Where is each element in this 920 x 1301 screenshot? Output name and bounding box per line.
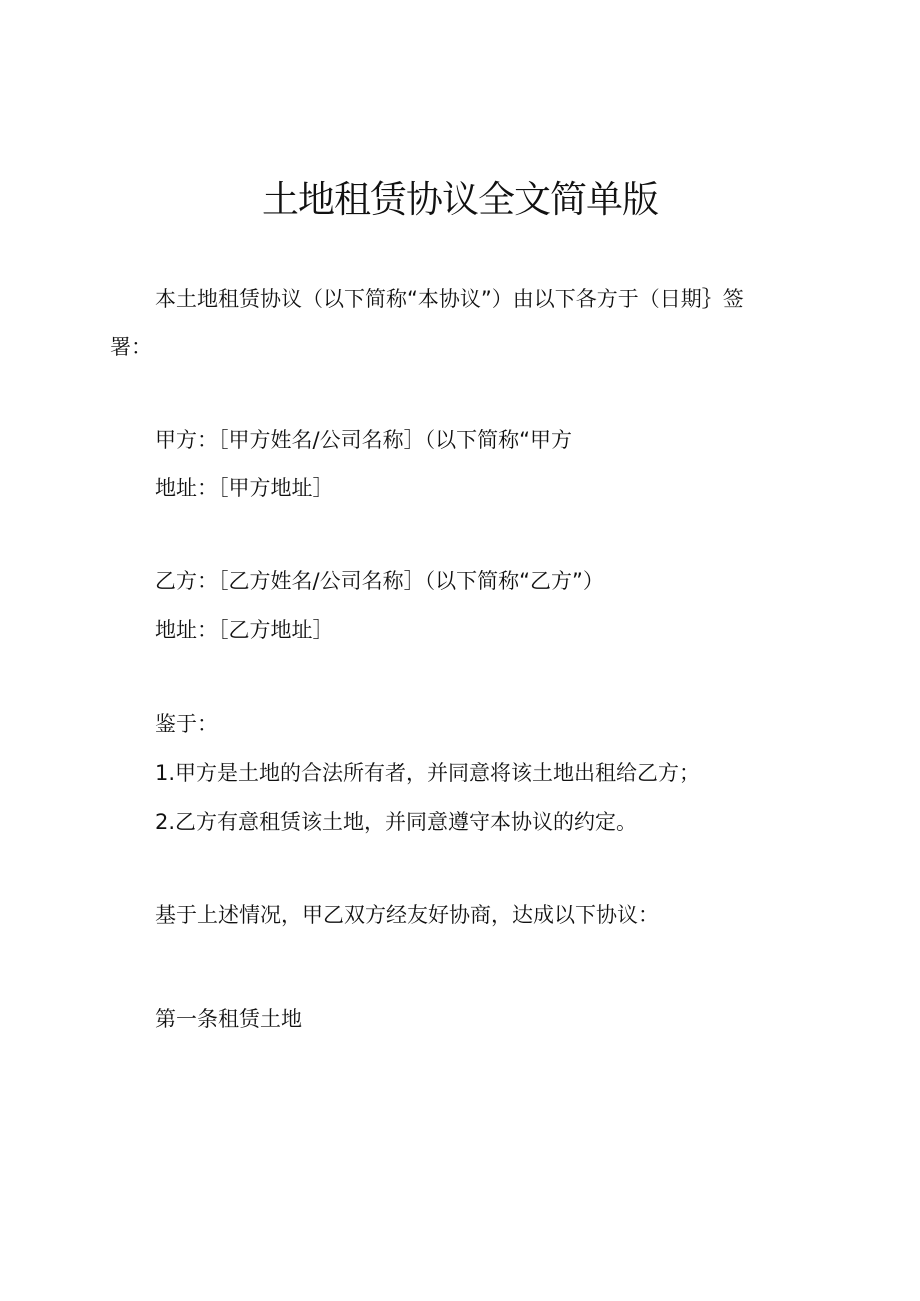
party-a-address: 地址：［甲方地址］ — [155, 476, 334, 500]
party-a-name: 甲方：［甲方姓名/公司名称］（以下简称“甲方 — [155, 428, 572, 452]
whereas-heading: 鉴于： — [155, 712, 218, 736]
intro-paragraph-line-1: 本土地租赁协议（以下简称“本协议”）由以下各方于（日期｝签 — [155, 287, 744, 311]
agreement-basis: 基于上述情况，甲乙双方经友好协商，达成以下协议： — [155, 903, 659, 927]
whereas-item-2: 2.乙方有意租赁该土地，并同意遵守本协议的约定。 — [155, 810, 638, 834]
article-1-heading: 第一条租赁土地 — [155, 1007, 302, 1031]
whereas-item-1: 1.甲方是土地的合法所有者，并同意将该土地出租给乙方； — [155, 761, 701, 785]
intro-paragraph-line-2: 署： — [110, 335, 152, 359]
document-title: 土地租赁协议全文简单版 — [262, 178, 658, 221]
party-b-address: 地址：［乙方地址］ — [155, 618, 334, 642]
party-b-name: 乙方：［乙方姓名/公司名称］（以下简称“乙方”） — [155, 569, 604, 593]
